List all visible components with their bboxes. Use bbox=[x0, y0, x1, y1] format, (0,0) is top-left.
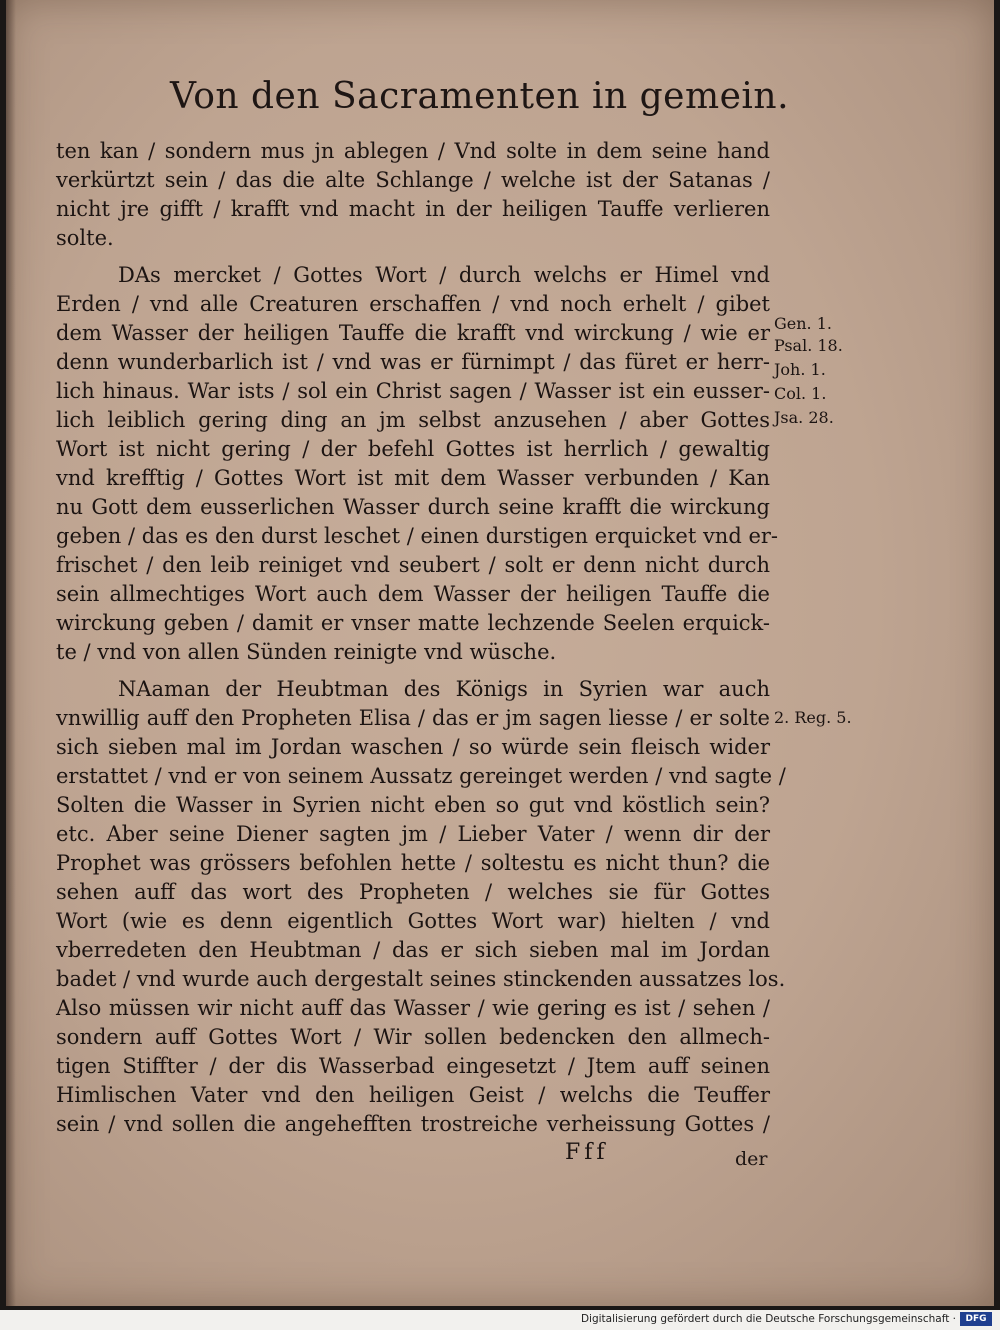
text-line: solte. bbox=[56, 226, 114, 250]
text-line: sein allmechtiges Wort auch dem Wasser der heiligen Tauffe die bbox=[56, 582, 770, 606]
text-line: sehen auff das wort des Propheten / welches sie für Gottes bbox=[56, 880, 770, 904]
text-line: sein / vnd sollen die angehefften trostreiche verheissung Gottes / bbox=[56, 1112, 770, 1136]
text-line: ten kan / sondern mus jn ablegen / Vnd solte in dem seine hand bbox=[56, 139, 770, 163]
text-line: badet / vnd wurde auch dergestalt seines stinckenden aussatzes los. bbox=[56, 967, 786, 991]
text-line: Also müssen wir nicht auff das Wasser / wie gering es ist / sehen / bbox=[56, 996, 770, 1020]
dfg-logo[interactable]: DFG bbox=[960, 1312, 992, 1326]
text-line: frischet / den leib reiniget vnd seubert / solt er denn nicht durch bbox=[56, 553, 770, 577]
marginal-note: 2. Reg. 5. bbox=[774, 708, 852, 727]
text-line: Wort ist nicht gering / der befehl Gottes ist herrlich / gewaltig bbox=[56, 437, 770, 461]
text-line: nicht jre gifft / krafft vnd macht in der heiligen Tauffe verlieren bbox=[56, 197, 770, 221]
text-line: lich hinaus. War ists / sol ein Christ sagen / Wasser ist ein eusser- bbox=[56, 379, 770, 403]
page-gutter-shadow bbox=[6, 0, 16, 1306]
text-line: verkürtzt sein / das die alte Schlange / welche ist der Satanas / bbox=[56, 168, 770, 192]
text-line: vberredeten den Heubtman / das er sich sieben mal im Jordan bbox=[56, 938, 770, 962]
paragraph-start-line: DAs mercket / Gottes Wort / durch welchs er Himel vnd bbox=[118, 263, 770, 287]
text-line: wirckung geben / damit er vnser matte lechzende Seelen erquick- bbox=[56, 611, 770, 635]
text-line: erstattet / vnd er von seinem Aussatz gereinget werden / vnd sagte / bbox=[56, 764, 786, 788]
signature-mark: Fff bbox=[565, 1140, 609, 1165]
text-line: denn wunderbarlich ist / vnd was er fürnimpt / das füret er herr- bbox=[56, 350, 770, 374]
text-line: vnwillig auff den Propheten Elisa / das er jm sagen liesse / er solte bbox=[56, 706, 770, 730]
text-line: Prophet was grössers befohlen hette / soltestu es nicht thun? die bbox=[56, 851, 770, 875]
text-line: geben / das es den durst leschet / einen durstigen erquicket vnd er- bbox=[56, 524, 779, 548]
text-line: Himlischen Vater vnd den heiligen Geist / welchs die Teuffer bbox=[56, 1083, 770, 1107]
text-line: sondern auff Gottes Wort / Wir sollen bedencken den allmech- bbox=[56, 1025, 770, 1049]
text-line: Solten die Wasser in Syrien nicht eben so gut vnd köstlich sein? bbox=[56, 793, 770, 817]
text-line: tigen Stiffter / der dis Wasserbad eingesetzt / Jtem auff seinen bbox=[56, 1054, 770, 1078]
text-line: Erden / vnd alle Creaturen erschaffen / vnd noch erhelt / gibet bbox=[56, 292, 770, 316]
catchword: der bbox=[735, 1148, 768, 1170]
marginal-note: Col. 1. bbox=[774, 384, 827, 403]
text-line: nu Gott dem eusserlichen Wasser durch seine krafft die wirckung bbox=[56, 495, 770, 519]
text-line: lich leiblich gering ding an jm selbst anzusehen / aber Gottes bbox=[56, 408, 770, 432]
paragraph-start-line: NAaman der Heubtman des Königs in Syrien war auch bbox=[118, 677, 770, 701]
marginal-note: Jsa. 28. bbox=[774, 408, 834, 427]
text-line: vnd krefftig / Gottes Wort ist mit dem Wasser verbunden / Kan bbox=[56, 466, 770, 490]
running-head: Von den Sacramenten in gemein. bbox=[170, 76, 790, 117]
text-line: te / vnd von allen Sünden reinigte vnd wüsche. bbox=[56, 640, 557, 664]
marginal-note: Joh. 1. bbox=[774, 360, 826, 379]
text-line: etc. Aber seine Diener sagten jm / Lieber Vater / wenn dir der bbox=[56, 822, 770, 846]
text-line: dem Wasser der heiligen Tauffe die krafft vnd wirckung / wie er bbox=[56, 321, 770, 345]
text-line: Wort (wie es denn eigentlich Gottes Wort war) hielten / vnd bbox=[56, 909, 770, 933]
dfg-credit-link[interactable]: Digitalisierung gefördert durch die Deutsche Forschungsgemeinschaft · bbox=[580, 1313, 956, 1325]
marginal-note: Gen. 1. bbox=[774, 314, 832, 333]
text-line: sich sieben mal im Jordan waschen / so würde sein fleisch wider bbox=[56, 735, 770, 759]
marginal-note: Psal. 18. bbox=[774, 336, 843, 355]
